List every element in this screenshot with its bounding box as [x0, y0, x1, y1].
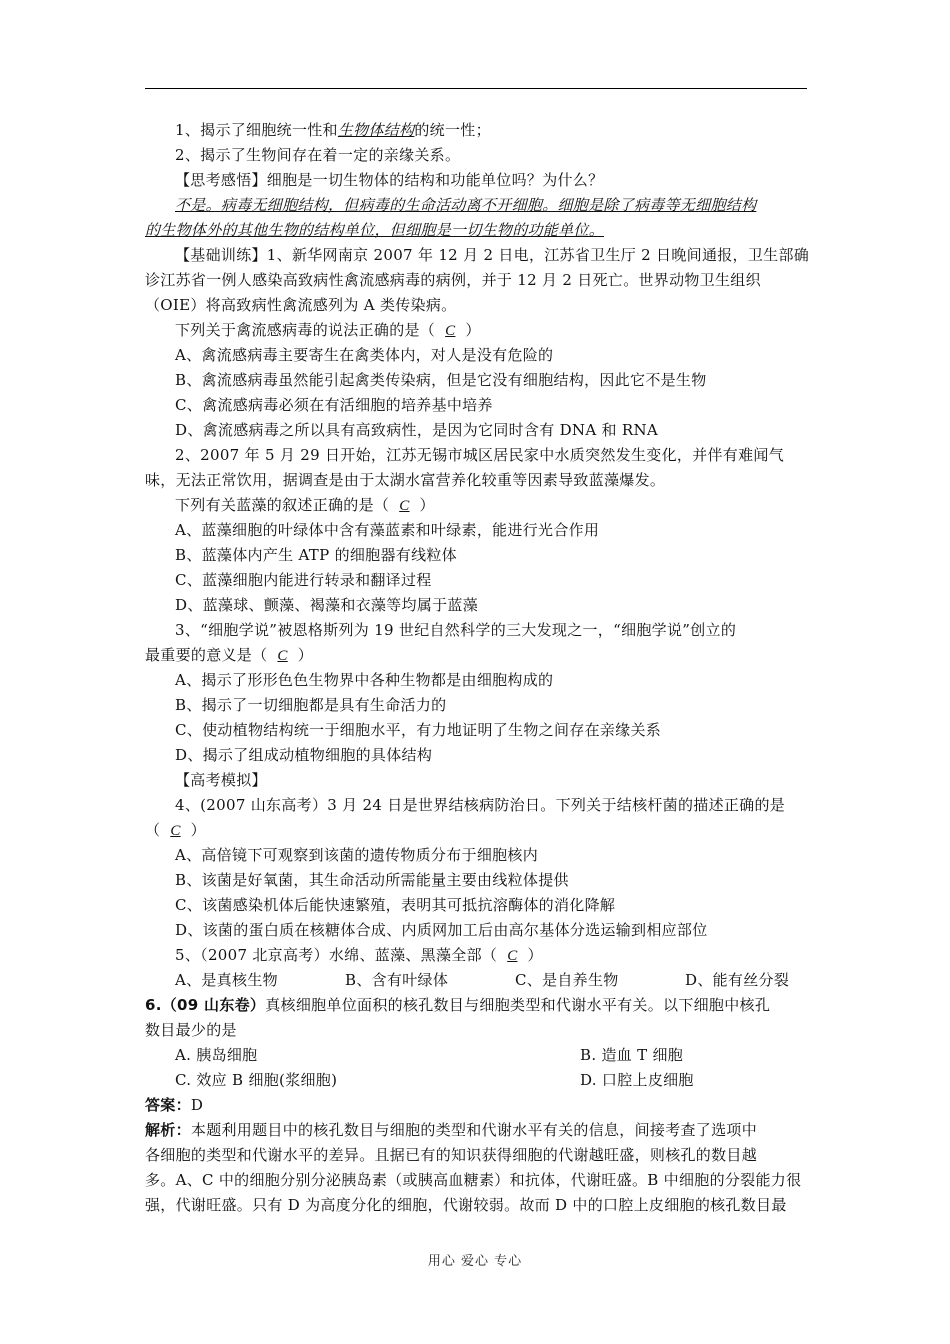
option: C、是自养生物 — [515, 971, 619, 989]
option: A. 胰岛细胞 — [175, 1046, 258, 1064]
answer-mark: C — [445, 323, 456, 339]
question-stem: 最重要的意义是（ C ） — [145, 643, 807, 668]
option: B. 造血 T 细胞 — [580, 1046, 684, 1064]
option: B、蓝藻体内产生 ATP 的细胞器有线粒体 — [175, 546, 457, 564]
question-stem: （ C ） — [145, 818, 807, 843]
option: D、禽流感病毒之所以具有高致病性，是因为它同时含有 DNA 和 RNA — [175, 421, 659, 439]
option: C. 效应 B 细胞(浆细胞) — [175, 1071, 338, 1089]
text-line: 诊江苏省一例人感染高致病性禽流感病毒的病例，并于 12 月 2 日死亡。世界动物卫生组织 — [145, 271, 761, 289]
text-line: 味，无法正常饮用，据调查是由于太湖水富营养化较重等因素导致蓝藻爆发。 — [145, 471, 666, 489]
text-line: 4、(2007 山东高考）3 月 24 日是世界结核病防治日。下列关于结核杆菌的描述正确的是 — [175, 796, 786, 814]
analysis-line: 解析：本题利用题目中的核孔数目与细胞的类型和代谢水平有关的信息，间接考查了选项中 — [145, 1121, 758, 1139]
question-stem: 6.（09 山东卷）真核细胞单位面积的核孔数目与细胞类型和代谢水平有关。以下细胞中核孔 — [145, 996, 771, 1014]
option: B、含有叶绿体 — [345, 971, 449, 989]
underlined-answer: 生物体结构 — [337, 121, 415, 139]
text-line: 各细胞的类型和代谢水平的差异。且据已有的知识获得细胞的代谢越旺盛，则核孔的数目越 — [145, 1146, 758, 1164]
option-row — [145, 1068, 807, 1093]
text-line: 【基础训练】1、新华网南京 2007 年 12 月 2 日电，江苏省卫生厅 2 日晚间通报，卫生部确 — [175, 246, 810, 264]
question-stem: 下列关于禽流感病毒的说法正确的是（ C ） — [145, 318, 807, 343]
option: D、揭示了组成动植物细胞的具体结构 — [175, 746, 433, 764]
text-line: 3、“细胞学说”被恩格斯列为 19 世纪自然科学的三大发现之一，“细胞学说”创立的 — [175, 621, 737, 639]
text-line: （OIE）将高致病性禽流感列为 A 类传染病。 — [145, 296, 457, 314]
document-body — [145, 118, 810, 1218]
answer-mark: C — [277, 648, 288, 664]
option: D. 口腔上皮细胞 — [580, 1071, 694, 1089]
answer-text: 不是。病毒无细胞结构，但病毒的生命活动离不开细胞。细胞是除了病毒等无细胞结构 — [175, 196, 757, 214]
option: D、该菌的蛋白质在核糖体合成、内质网加工后由高尔基体分选运输到相应部位 — [175, 921, 708, 939]
text-line: 2、揭示了生物间存在着一定的亲缘关系。 — [175, 146, 461, 164]
option-row — [145, 1043, 807, 1068]
option-row — [145, 968, 807, 993]
option: B、揭示了一切细胞都是具有生命活力的 — [175, 696, 447, 714]
question-stem: 下列有关蓝藻的叙述正确的是（ C ） — [145, 493, 807, 518]
text-line: 1、揭示了细胞统一性和生物体结构的统一性； — [175, 121, 491, 139]
text-line: 数目最少的是 — [145, 1021, 237, 1039]
option: B、禽流感病毒虽然能引起禽类传染病，但是它没有细胞结构，因此它不是生物 — [175, 371, 707, 389]
option: C、使动植物结构统一于细胞水平，有力地证明了生物之间存在亲缘关系 — [175, 721, 662, 739]
option: A、高倍镜下可观察到该菌的遗传物质分布于细胞核内 — [175, 846, 539, 864]
text-line: 2、2007 年 5 月 29 日开始，江苏无锡市城区居民家中水质突然发生变化，并伴有难闻气 — [175, 446, 784, 464]
answer-mark: C — [507, 948, 518, 964]
option: C、该菌感染机体后能快速繁殖，表明其可抵抗溶酶体的消化降解 — [175, 896, 616, 914]
answer-text: 的生物体外的其他生物的结构单位，但细胞是一切生物的功能单位。 — [145, 221, 605, 239]
option: A、揭示了形形色色生物界中各种生物都是由细胞构成的 — [175, 671, 554, 689]
option: A、蓝藻细胞的叶绿体中含有藻蓝素和叶绿素，能进行光合作用 — [175, 521, 600, 539]
question-stem: 5、（2007 北京高考）水绵、蓝藻、黑藻全部（ C ） — [145, 943, 807, 968]
option: C、禽流感病毒必须在有活细胞的培养基中培养 — [175, 396, 493, 414]
text-line: 强，代谢旺盛。只有 D 为高度分化的细胞，代谢较弱。故而 D 中的口腔上皮细胞的核孔数目最 — [145, 1196, 787, 1214]
option: A、禽流感病毒主要寄生在禽类体内，对人是没有危险的 — [175, 346, 554, 364]
option: D、能有丝分裂 — [685, 971, 790, 989]
option: D、蓝藻球、颤藻、褐藻和衣藻等均属于蓝藻 — [175, 596, 479, 614]
question-heading: 【思考感悟】细胞是一切生物体的结构和功能单位吗？为什么？ — [175, 171, 604, 189]
question-source: 6.（09 山东卷） — [145, 996, 266, 1014]
option: C、蓝藻细胞内能进行转录和翻译过程 — [175, 571, 432, 589]
option: A、是真核生物 — [175, 971, 278, 989]
section-heading: 【高考模拟】 — [175, 771, 267, 789]
answer-mark: C — [170, 823, 181, 839]
answer-mark: C — [399, 498, 410, 514]
option: B、该菌是好氧菌，其生命活动所需能量主要由线粒体提供 — [175, 871, 569, 889]
text-line: 多。A、C 中的细胞分别分泌胰岛素（或胰高血糖素）和抗体，代谢旺盛。B 中细胞的分裂能力很 — [145, 1171, 802, 1189]
page-footer: 用心 爱心 专心 — [427, 1254, 523, 1269]
header-rule — [145, 88, 807, 89]
answer-line: 答案：D — [145, 1096, 204, 1114]
